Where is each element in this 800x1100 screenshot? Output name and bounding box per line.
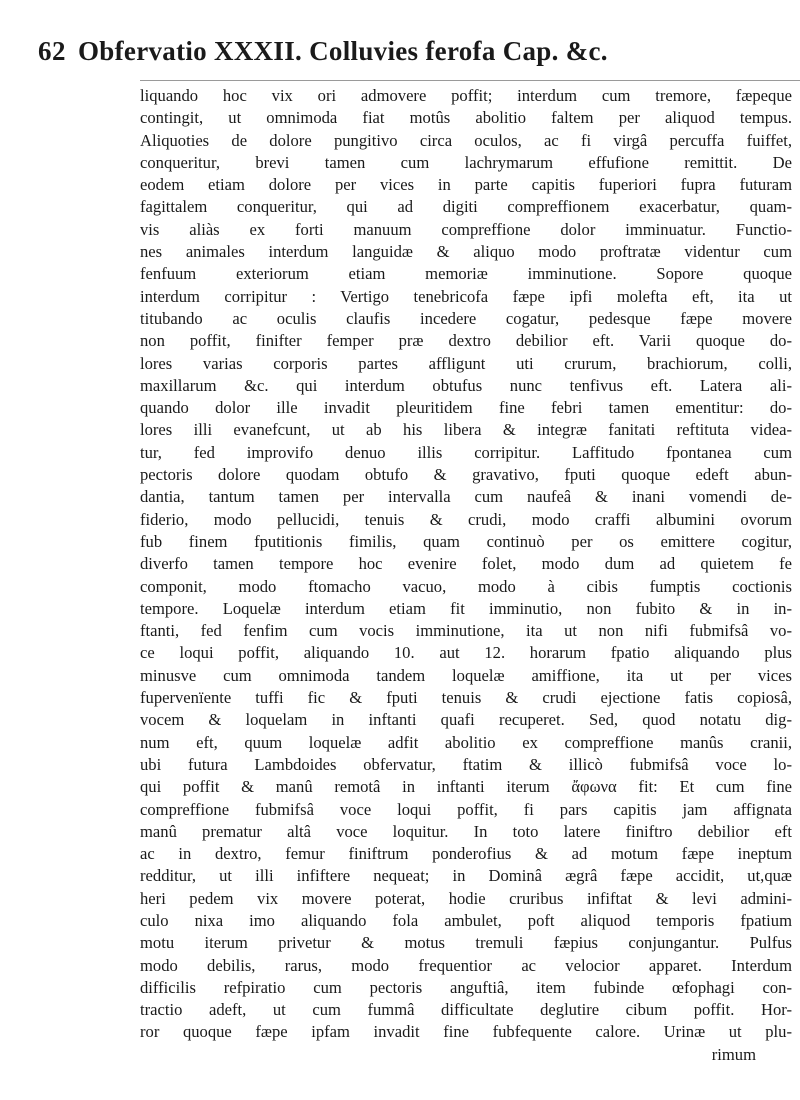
- header-rule: [140, 80, 800, 81]
- text-line: ror quoque fæpe ipfam invadit fine fubfequente calore. Urinæ ut plu-: [140, 1022, 792, 1042]
- page-header: [38, 36, 790, 67]
- text-line: num eft, quum loquelæ adfit abolitio ex compreffione manûs cranii,: [140, 732, 792, 752]
- page-number: 62: [38, 36, 66, 66]
- text-line: lores illi evanefcunt, ut ab his libera & integræ fanitati reftituta videa-: [140, 420, 792, 440]
- text-line: conqueritur, brevi tamen cum lachrymarum effufione remittit. De: [140, 152, 792, 172]
- text-line: nes animales interdum languidæ & aliquo modo proftratæ videntur cum: [140, 242, 792, 262]
- text-line: tractio adeft, ut cum fummâ difficultate deglutire cibum poffit. Hor-: [140, 1000, 792, 1020]
- text-line: ftanti, fed fenfim cum vocis imminutione, ita ut non nifi fubmifsâ vo-: [140, 621, 792, 641]
- text-line: titubando ac oculis claufis incedere cogatur, pedesque fæpe movere: [140, 308, 792, 328]
- text-line: componit, modo ftomacho vacuo, modo à cibis fumptis coctionis: [140, 576, 792, 596]
- text-line: pectoris dolore quodam obtufo & gravativo, fputi quoque edeft abun-: [140, 465, 792, 485]
- text-line: culo nixa imo aliquando fola ambulet, poft aliquod temporis fpatium: [140, 910, 792, 930]
- text-line: maxillarum &c. qui interdum obtufus nunc tenfivus eft. Latera ali-: [140, 375, 792, 395]
- text-line: fagittalem conqueritur, qui ad digiti compreffionem exacerbatur, quam-: [140, 197, 792, 217]
- text-line: lores varias corporis partes affligunt uti crurum, brachiorum, colli,: [140, 353, 792, 373]
- text-line: tempore. Loquelæ interdum etiam fit imminutio, non fubito & in in-: [140, 598, 792, 618]
- text-line: vocem & loquelam in inftanti quafi recuperet. Sed, quod notatu dig-: [140, 710, 792, 730]
- text-line: difficilis refpiratio cum pectoris anguftiâ, item fubinde œfophagi con-: [140, 977, 792, 997]
- text-line: liquando hoc vix ori admovere poffit; interdum cum tremore, fæpeque: [140, 86, 792, 105]
- text-line: Aliquoties de dolore pungitivo circa oculos, ac fi virgâ percuffa fuiffet,: [140, 130, 792, 150]
- text-line: ubi futura Lambdoides obfervatur, ftatim & illicò fubmifsâ voce lo-: [140, 754, 792, 774]
- text-line: contingit, ut omnimoda fiat motûs abolitio faltem per aliquod tempus.: [140, 108, 792, 128]
- text-line: minusve cum omnimoda tandem loquelæ amiffione, ita ut per vices: [140, 665, 792, 685]
- text-line: heri pedem vix movere poterat, hodie cruribus infiftat & levi admini-: [140, 888, 792, 908]
- text-line: ce loqui poffit, aliquando 10. aut 12. horarum fpatio aliquando plus: [140, 643, 792, 663]
- text-line: modo debilis, rarus, modo frequentior ac velocior apparet. Interdum: [140, 955, 792, 975]
- text-line: compreffione fubmifsâ voce loqui poffit, fi pars capitis jam affignata: [140, 799, 792, 819]
- text-line: tur, fed improvifo denuo illis corripitur. Laffitudo fpontanea cum: [140, 442, 792, 462]
- text-line: ac in dextro, femur finiftrum ponderofius & ad motum fæpe ineptum: [140, 844, 792, 864]
- body-text: [140, 85, 792, 1066]
- text-line: fub finem fputitionis fimilis, quam continuò per os emittere cogitur,: [140, 531, 792, 551]
- text-line: interdum corripitur : Vertigo tenebricofa fæpe ipfi molefta eft, ita ut: [140, 286, 792, 306]
- text-line: motu iterum privetur & motus tremuli fæpius conjungantur. Pulfus: [140, 933, 792, 953]
- text-line: dantia, tantum tamen per intervalla cum naufeâ & inani vomendi de-: [140, 487, 792, 507]
- text-line: fenfuum exteriorum etiam memoriæ imminutione. Sopore quoque: [140, 264, 792, 284]
- text-line: qui poffit & manû remotâ in inftanti iterum ἄφωνα fit: Et cum fine: [140, 777, 792, 797]
- text-line: fiderio, modo pellucidi, tenuis & crudi, modo craffi albumini ovorum: [140, 509, 792, 529]
- text-line: eodem etiam dolore per vices in parte capitis fuperiori fupra futuram: [140, 175, 792, 195]
- text-line: non poffit, finifter femper præ dextro debilior eft. Varii quoque do-: [140, 331, 792, 351]
- text-line: rimum: [711, 1044, 756, 1064]
- text-line: vis aliàs ex forti manuum compreffione dolor imminuatur. Functio-: [140, 219, 792, 239]
- text-line: fupervenïente tuffi fic & fputi tenuis & crudi ejectione fatis copiosâ,: [140, 688, 792, 708]
- text-line: redditur, ut illi infiftere nequeat; in Dominâ ægrâ fæpe accidit, ut,quæ: [140, 866, 792, 886]
- running-head: Obfervatio XXXII. Colluvies ferofa Cap. &c.: [78, 36, 608, 66]
- text-line: diverfo tamen tempore hoc evenire folet, modo dum ad quietem fe: [140, 554, 792, 574]
- text-line: quando dolor ille invadit pleuritidem fine febri tamen ementitur: do-: [140, 398, 792, 418]
- text-line: manû prematur altâ voce loquitur. In toto latere finiftro debilior eft: [140, 821, 792, 841]
